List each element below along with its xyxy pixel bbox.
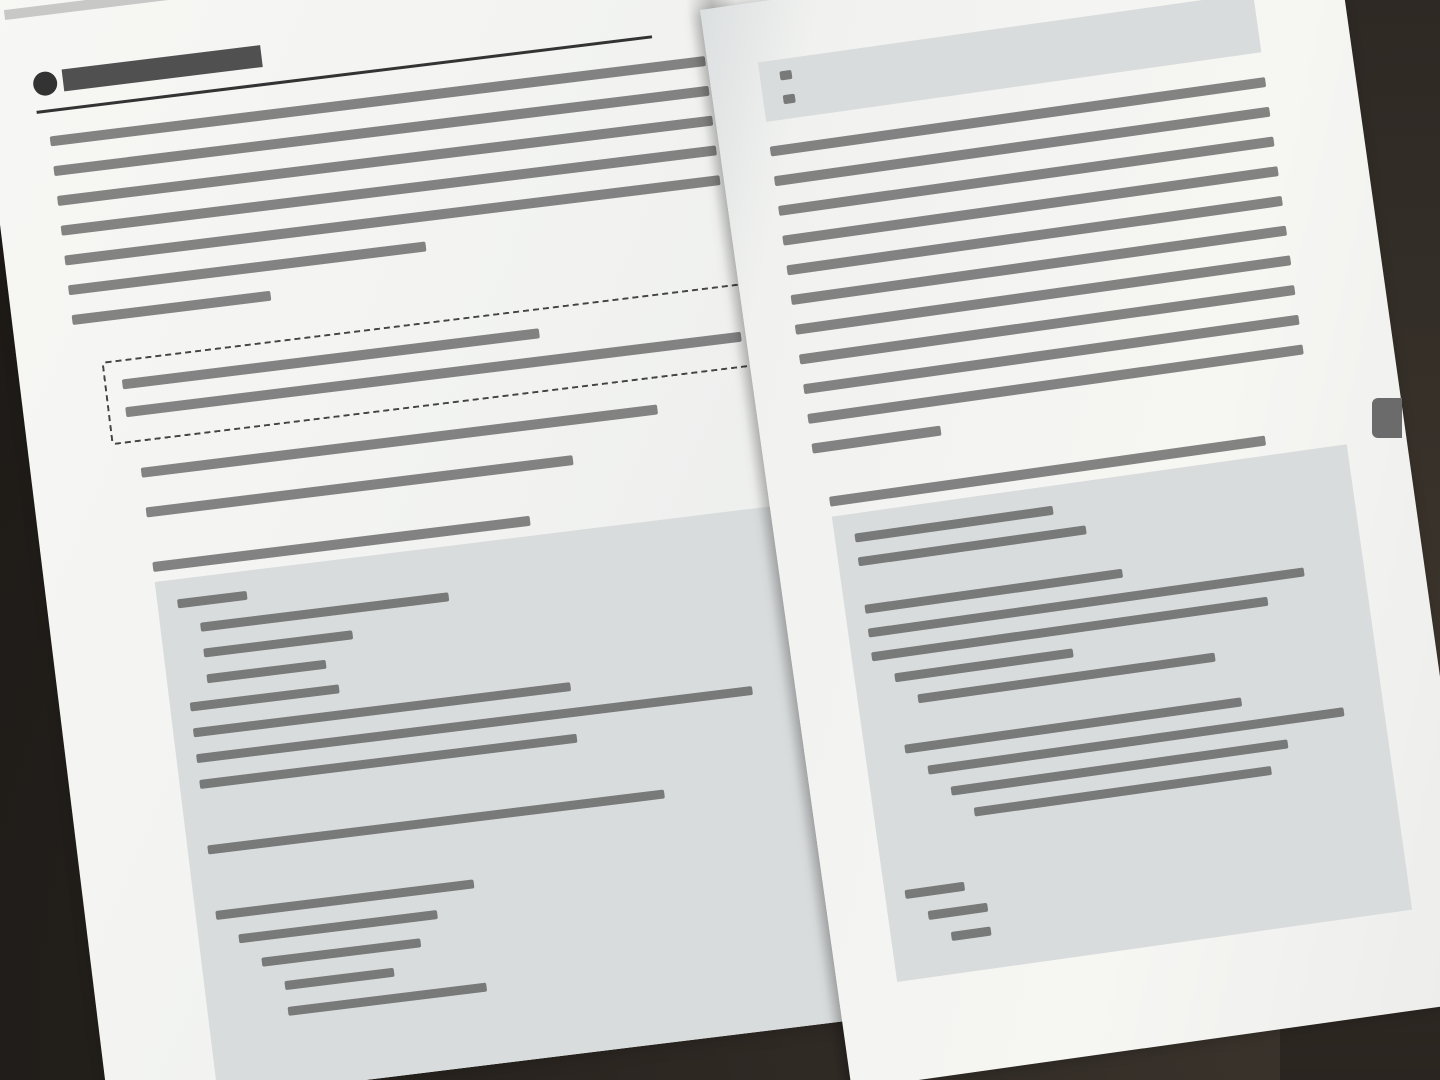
section-heading bbox=[62, 45, 263, 91]
code-block bbox=[155, 502, 873, 1080]
code-line bbox=[284, 968, 394, 990]
code-block-top bbox=[758, 0, 1261, 122]
paragraph-line bbox=[811, 426, 941, 454]
code-line bbox=[928, 903, 989, 920]
code-line bbox=[206, 660, 326, 684]
code-line bbox=[951, 927, 992, 941]
code-block bbox=[832, 444, 1412, 982]
code-line bbox=[288, 983, 488, 1016]
code-line bbox=[783, 94, 796, 105]
chapter-thumb-tab bbox=[1372, 398, 1402, 438]
code-line bbox=[261, 938, 421, 966]
code-line bbox=[917, 653, 1215, 704]
left-running-head bbox=[4, 0, 204, 20]
code-line bbox=[203, 630, 353, 657]
code-line bbox=[190, 684, 340, 711]
section-heading-icon bbox=[32, 70, 59, 97]
code-line bbox=[238, 910, 438, 943]
code-line bbox=[207, 789, 665, 854]
code-line bbox=[199, 734, 577, 789]
code-line bbox=[193, 682, 571, 737]
code-line bbox=[974, 766, 1272, 817]
code-line bbox=[779, 70, 792, 81]
note-line bbox=[122, 328, 540, 389]
paragraph-line bbox=[72, 291, 272, 325]
code-line bbox=[904, 882, 965, 899]
code-line bbox=[177, 591, 248, 608]
